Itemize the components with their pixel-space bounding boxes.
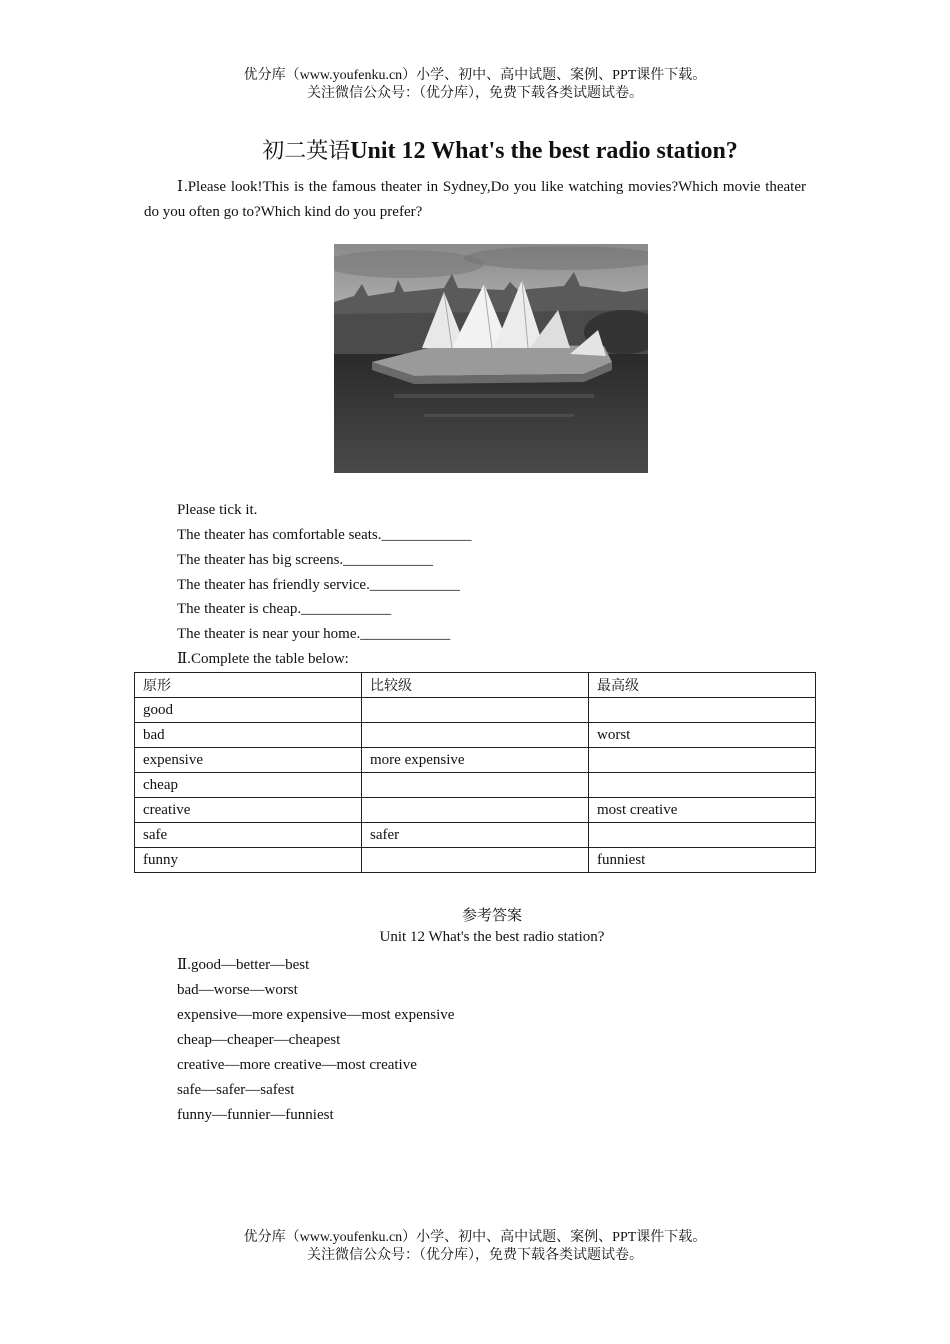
table-cell — [362, 848, 589, 873]
tick-item: The theater is near your home.____________ — [177, 626, 451, 642]
answer-line: bad—worse—worst — [177, 982, 298, 998]
table-cell — [589, 698, 816, 723]
table-cell: most creative — [589, 798, 816, 823]
header-cell: 比较级 — [362, 673, 589, 698]
table-cell: funniest — [589, 848, 816, 873]
section-2-heading: Ⅱ.Complete the table below: — [177, 651, 349, 667]
answer-line: cheap—cheaper—cheapest — [177, 1032, 341, 1048]
table-cell: safer — [362, 823, 589, 848]
table-cell — [362, 723, 589, 748]
answer-line: safe—safer—safest — [177, 1082, 295, 1098]
table-row — [135, 698, 816, 723]
table-row — [135, 823, 816, 848]
intro-paragraph — [144, 175, 806, 225]
answer-line: funny—funnier—funniest — [177, 1107, 334, 1123]
table-cell: expensive — [135, 748, 362, 773]
page-title — [0, 134, 950, 165]
table-cell: funny — [135, 848, 362, 873]
table-cell: more expensive — [362, 748, 589, 773]
table-row — [135, 773, 816, 798]
table-cell — [362, 798, 589, 823]
intro-text: Ⅰ.Please look!This is the famous theater in Sydney,Do you like watching movies?Which movie theater do you often go to?Which kind do you prefer? — [144, 179, 806, 220]
table-row — [135, 748, 816, 773]
table-cell — [589, 773, 816, 798]
table-row — [135, 798, 816, 823]
table-header-row — [135, 673, 816, 698]
tick-item: The theater has comfortable seats.____________ — [177, 527, 472, 543]
table-cell — [589, 748, 816, 773]
answer-line: creative—more creative—most creative — [177, 1057, 417, 1073]
table-cell — [589, 823, 816, 848]
footer-line-2: 关注微信公众号：（优分库），免费下载各类试题试卷。 — [307, 1248, 643, 1263]
header-cell: 原形 — [135, 673, 362, 698]
title-prefix: 初二英语 — [262, 139, 351, 164]
answers-subtitle: Unit 12 What's the best radio station? — [379, 929, 605, 945]
table-row — [135, 848, 816, 873]
tick-heading: Please tick it. — [177, 502, 258, 518]
tick-item: The theater is cheap.____________ — [177, 601, 392, 617]
header-line-2: 关注微信公众号：（优分库），免费下载各类试题试卷。 — [307, 86, 643, 101]
table-cell: worst — [589, 723, 816, 748]
opera-house-photo — [334, 244, 648, 473]
table-cell — [362, 698, 589, 723]
table-cell: cheap — [135, 773, 362, 798]
tick-item: The theater has friendly service.____________ — [177, 577, 460, 593]
table-cell — [362, 773, 589, 798]
table-cell: safe — [135, 823, 362, 848]
answer-line: Ⅱ.good—better—best — [177, 957, 310, 973]
table-cell: bad — [135, 723, 362, 748]
answer-line: expensive—more expensive—most expensive — [177, 1007, 455, 1023]
header-line-1: 优分库（www.youfenku.cn）小学、初中、高中试题、案例、PPT课件下载。 — [243, 68, 707, 83]
table-cell: creative — [135, 798, 362, 823]
table-row — [135, 723, 816, 748]
footer-line-1: 优分库（www.youfenku.cn）小学、初中、高中试题、案例、PPT课件下载。 — [243, 1230, 707, 1245]
answers-heading: 参考答案 — [461, 906, 522, 924]
table-cell: good — [135, 698, 362, 723]
header-cell: 最高级 — [589, 673, 816, 698]
tick-item: The theater has big screens.____________ — [177, 552, 434, 568]
comparison-table — [134, 672, 816, 873]
title-main: Unit 12 What's the best radio station? — [350, 138, 738, 164]
